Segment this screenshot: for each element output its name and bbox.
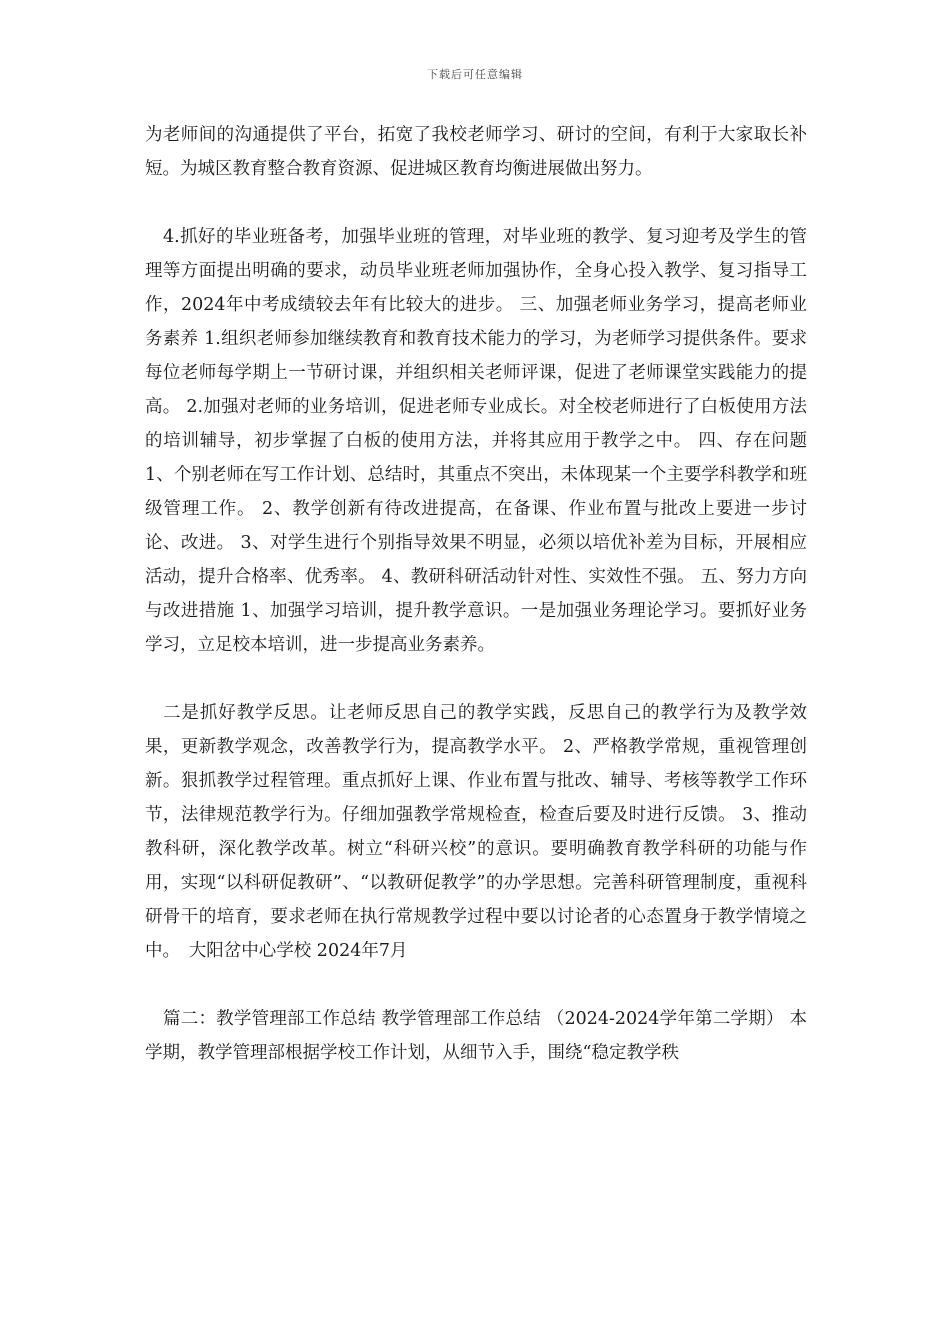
- paragraph-4: 篇二：教学管理部工作总结 教学管理部工作总结 （2024-2024学年第二学期） 本学期，教学管理部根据学校工作计划，从细节入手，围绕“稳定教学秩: [145, 1009, 807, 1063]
- paragraph-gap: [145, 662, 807, 696]
- document-body: [145, 118, 807, 1070]
- paragraph-2: 4.抓好的毕业班备考，加强毕业班的管理，对毕业班的教学、复习迎考及学生的管理等方面提出明确的要求，动员毕业班老师加强协作，全身心投入教学、复习指导工作，2024年中考成绩较去年有比较大的进步。 三、加强老师业务学习，提高老师业务素养 1.组织老师参加继续教育和教育技术能力的学习，为老师学习提供条件。要求每位老师每学期上一节研讨课，并组织相关老师评课，促进了老师课堂实践能力的提高。 2.加强对老师的业务培训，促进老师专业成长。对全校老师进行了白板使用方法的培训辅导，初步掌握了白板的使用方法，并将其应用于教学之中。 四、存在问题 1、个别老师在写工作计划、总结时，其重点不突出，未体现某一个主要学科教学和班级管理工作。 2、教学创新有待改进提高，在备课、作业布置与批改上要进一步讨论、改进。 3、对学生进行个别指导效果不明显，必须以培优补差为目标，开展相应活动，提升合格率、优秀率。 4、教研科研活动针对性、实效性不强。 五、努力方向与改进措施 1、加强学习培训，提升教学意识。一是加强业务理论学习。要抓好业务学习，立足校本培训，进一步提高业务素养。: [145, 227, 807, 655]
- paragraph-gap: [145, 186, 807, 220]
- paragraph-1: 为老师间的沟通提供了平台，拓宽了我校老师学习、研讨的空间，有利于大家取长补短。为城区教育整合教育资源、促进城区教育均衡进展做出努力。: [145, 125, 807, 179]
- paragraph-gap: [145, 968, 807, 1002]
- page-header-note: 下载后可任意编辑: [427, 68, 523, 81]
- paragraph-3: 二是抓好教学反思。让老师反思自己的教学实践，反思自己的教学行为及教学效果，更新教学观念，改善教学行为，提高教学水平。 2、严格教学常规，重视管理创新。狠抓教学过程管理。重点抓好上课、作业布置与批改、辅导、考核等教学工作环节，法律规范教学行为。仔细加强教学常规检查，检查后要及时进行反馈。 3、推动教科研，深化教学改革。树立“科研兴校”的意识。要明确教育教学科研的功能与作用，实现“以科研促教研”、“以教研促教学”的办学思想。完善科研管理制度，重视科研骨干的培育，要求老师在执行常规教学过程中要以讨论者的心态置身于教学情境之中。 大阳岔中心学校 2024年7月: [145, 703, 807, 961]
